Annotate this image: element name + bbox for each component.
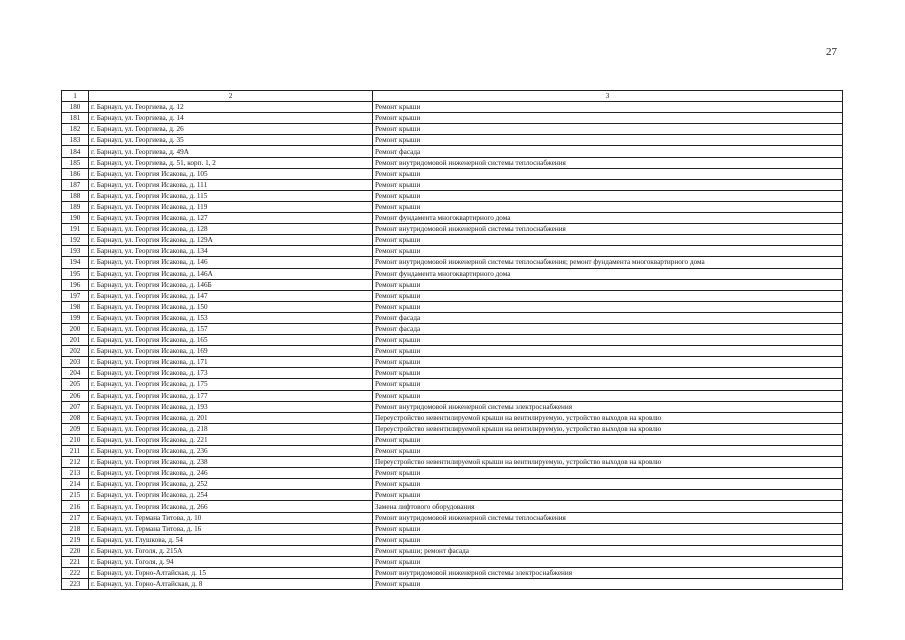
row-address: г. Барнаул, ул. Георгия Исакова, д. 147 [89, 290, 373, 301]
row-address: г. Барнаул, ул. Георгия Исакова, д. 128 [89, 224, 373, 235]
table-row [62, 490, 843, 501]
table-row [62, 301, 843, 312]
row-work-type: Ремонт фундамента многоквартирного дома [373, 213, 843, 224]
row-number: 203 [62, 357, 89, 368]
table-row [62, 323, 843, 334]
row-address: г. Барнаул, ул. Георгия Исакова, д. 266 [89, 501, 373, 512]
row-address: г. Барнаул, ул. Георгиева, д. 12 [89, 102, 373, 113]
row-number: 192 [62, 235, 89, 246]
row-address: г. Барнаул, ул. Германа Титова, д. 10 [89, 512, 373, 523]
row-work-type: Ремонт внутридомовой инженерной системы электроснабжения [373, 401, 843, 412]
row-address: г. Барнаул, ул. Георгия Исакова, д. 157 [89, 323, 373, 334]
row-address: г. Барнаул, ул. Георгия Исакова, д. 252 [89, 479, 373, 490]
row-number: 183 [62, 135, 89, 146]
table-row [62, 135, 843, 146]
row-number: 205 [62, 379, 89, 390]
row-number: 202 [62, 346, 89, 357]
row-address: г. Барнаул, ул. Георгия Исакова, д. 238 [89, 457, 373, 468]
row-work-type: Ремонт фасада [373, 146, 843, 157]
row-work-type: Ремонт крыши [373, 190, 843, 201]
table-row [62, 457, 843, 468]
row-address: г. Барнаул, ул. Георгия Исакова, д. 127 [89, 213, 373, 224]
row-work-type: Ремонт крыши [373, 379, 843, 390]
table-row [62, 168, 843, 179]
table-body [62, 91, 843, 590]
row-number: 220 [62, 545, 89, 556]
table-row [62, 390, 843, 401]
table-row [62, 279, 843, 290]
row-address: г. Барнаул, ул. Георгия Исакова, д. 193 [89, 401, 373, 412]
row-address: г. Барнаул, ул. Германа Титова, д. 16 [89, 523, 373, 534]
row-number: 180 [62, 102, 89, 113]
row-number: 214 [62, 479, 89, 490]
table-row [62, 201, 843, 212]
row-work-type: Ремонт крыши [373, 279, 843, 290]
row-address: г. Барнаул, ул. Георгия Исакова, д. 221 [89, 434, 373, 445]
row-work-type: Ремонт крыши; ремонт фасада [373, 545, 843, 556]
table-row [62, 124, 843, 135]
row-number: 198 [62, 301, 89, 312]
row-address: г. Барнаул, ул. Георгия Исакова, д. 111 [89, 179, 373, 190]
row-number: 223 [62, 579, 89, 590]
row-work-type: Ремонт внутридомовой инженерной системы теплоснабжения [373, 512, 843, 523]
table-row [62, 146, 843, 157]
table-row [62, 434, 843, 445]
table-row [62, 224, 843, 235]
table-row [62, 368, 843, 379]
table-row [62, 534, 843, 545]
row-number: 181 [62, 113, 89, 124]
table-row [62, 179, 843, 190]
row-address: г. Барнаул, ул. Георгия Исакова, д. 134 [89, 246, 373, 257]
row-number: 201 [62, 335, 89, 346]
table-row [62, 290, 843, 301]
table-row [62, 346, 843, 357]
row-work-type: Ремонт крыши [373, 102, 843, 113]
row-work-type: Ремонт внутридомовой инженерной системы теплоснабжения [373, 157, 843, 168]
row-work-type: Ремонт фундамента многоквартирного дома [373, 268, 843, 279]
table-row [62, 257, 843, 268]
row-number: 215 [62, 490, 89, 501]
table-row [62, 379, 843, 390]
row-number: 186 [62, 168, 89, 179]
row-work-type: Ремонт крыши [373, 124, 843, 135]
repair-register-table [61, 90, 843, 590]
row-address: г. Барнаул, ул. Георгия Исакова, д. 236 [89, 446, 373, 457]
row-work-type: Ремонт крыши [373, 556, 843, 567]
header-col-2: 2 [89, 91, 373, 102]
table-row [62, 357, 843, 368]
row-number: 182 [62, 124, 89, 135]
table-row [62, 268, 843, 279]
row-number: 218 [62, 523, 89, 534]
row-work-type: Ремонт крыши [373, 468, 843, 479]
row-address: г. Барнаул, ул. Горно-Алтайская, д. 15 [89, 568, 373, 579]
row-work-type: Ремонт крыши [373, 113, 843, 124]
row-number: 208 [62, 412, 89, 423]
row-number: 187 [62, 179, 89, 190]
row-address: г. Барнаул, ул. Георгия Исакова, д. 173 [89, 368, 373, 379]
row-number: 185 [62, 157, 89, 168]
row-work-type: Ремонт крыши [373, 523, 843, 534]
row-work-type: Ремонт крыши [373, 434, 843, 445]
table-row [62, 312, 843, 323]
row-number: 190 [62, 213, 89, 224]
row-work-type: Замена лифтового оборудования [373, 501, 843, 512]
table-header-row [62, 91, 843, 102]
row-work-type: Ремонт фасада [373, 312, 843, 323]
row-number: 213 [62, 468, 89, 479]
row-address: г. Барнаул, ул. Георгия Исакова, д. 105 [89, 168, 373, 179]
table-row [62, 401, 843, 412]
row-work-type: Ремонт крыши [373, 534, 843, 545]
row-address: г. Барнаул, ул. Георгия Исакова, д. 146А [89, 268, 373, 279]
table-row [62, 512, 843, 523]
row-number: 195 [62, 268, 89, 279]
table-row [62, 523, 843, 534]
table-row [62, 235, 843, 246]
row-number: 222 [62, 568, 89, 579]
row-work-type: Ремонт крыши [373, 235, 843, 246]
row-number: 216 [62, 501, 89, 512]
row-number: 206 [62, 390, 89, 401]
row-work-type: Ремонт крыши [373, 579, 843, 590]
row-address: г. Барнаул, ул. Гоголя, д. 215А [89, 545, 373, 556]
table-row [62, 545, 843, 556]
row-work-type: Ремонт крыши [373, 179, 843, 190]
row-work-type: Ремонт крыши [373, 246, 843, 257]
table-row [62, 190, 843, 201]
row-work-type: Ремонт крыши [373, 168, 843, 179]
row-number: 210 [62, 434, 89, 445]
row-address: г. Барнаул, ул. Георгия Исакова, д. 119 [89, 201, 373, 212]
row-work-type: Ремонт фасада [373, 323, 843, 334]
row-address: г. Барнаул, ул. Гоголя, д. 94 [89, 556, 373, 567]
row-address: г. Барнаул, ул. Георгия Исакова, д. 254 [89, 490, 373, 501]
row-number: 209 [62, 423, 89, 434]
row-work-type: Переустройство невентилируемой крыши на вентилируемую, устройство выходов на кровлю [373, 457, 843, 468]
row-work-type: Ремонт крыши [373, 479, 843, 490]
row-number: 196 [62, 279, 89, 290]
table-row [62, 213, 843, 224]
row-work-type: Ремонт крыши [373, 201, 843, 212]
row-number: 212 [62, 457, 89, 468]
row-address: г. Барнаул, ул. Георгиева, д. 49А [89, 146, 373, 157]
table-row [62, 113, 843, 124]
table-row [62, 446, 843, 457]
row-number: 204 [62, 368, 89, 379]
row-number: 217 [62, 512, 89, 523]
row-work-type: Ремонт крыши [373, 346, 843, 357]
row-number: 184 [62, 146, 89, 157]
row-number: 219 [62, 534, 89, 545]
row-number: 188 [62, 190, 89, 201]
table-row [62, 412, 843, 423]
row-number: 211 [62, 446, 89, 457]
row-number: 207 [62, 401, 89, 412]
row-work-type: Ремонт крыши [373, 390, 843, 401]
row-work-type: Ремонт крыши [373, 490, 843, 501]
table-row [62, 157, 843, 168]
row-address: г. Барнаул, ул. Георгия Исакова, д. 169 [89, 346, 373, 357]
row-address: г. Барнаул, ул. Горно-Алтайская, д. 8 [89, 579, 373, 590]
table-row [62, 423, 843, 434]
row-number: 199 [62, 312, 89, 323]
row-address: г. Барнаул, ул. Георгиева, д. 51, корп. 1, 2 [89, 157, 373, 168]
header-col-3: 3 [373, 91, 843, 102]
table-row [62, 246, 843, 257]
row-address: г. Барнаул, ул. Георгия Исакова, д. 165 [89, 335, 373, 346]
row-address: г. Барнаул, ул. Георгия Исакова, д. 175 [89, 379, 373, 390]
row-work-type: Переустройство невентилируемой крыши на вентилируемую, устройство выходов на кровлю [373, 423, 843, 434]
table-row [62, 556, 843, 567]
table-row [62, 579, 843, 590]
row-address: г. Барнаул, ул. Георгиева, д. 35 [89, 135, 373, 146]
row-address: г. Барнаул, ул. Георгия Исакова, д. 246 [89, 468, 373, 479]
row-number: 191 [62, 224, 89, 235]
table-row [62, 479, 843, 490]
row-work-type: Ремонт внутридомовой инженерной системы теплоснабжения; ремонт фундамента многоквартирного дома [373, 257, 843, 268]
row-number: 189 [62, 201, 89, 212]
row-work-type: Ремонт внутридомовой инженерной системы теплоснабжения [373, 224, 843, 235]
row-number: 200 [62, 323, 89, 334]
row-address: г. Барнаул, ул. Георгия Исакова, д. 218 [89, 423, 373, 434]
row-address: г. Барнаул, ул. Георгия Исакова, д. 146Б [89, 279, 373, 290]
row-address: г. Барнаул, ул. Георгия Исакова, д. 129А [89, 235, 373, 246]
row-address: г. Барнаул, ул. Георгиева, д. 26 [89, 124, 373, 135]
row-work-type: Ремонт крыши [373, 135, 843, 146]
table-row [62, 335, 843, 346]
row-work-type: Ремонт крыши [373, 446, 843, 457]
row-address: г. Барнаул, ул. Георгия Исакова, д. 177 [89, 390, 373, 401]
row-work-type: Ремонт крыши [373, 301, 843, 312]
row-address: г. Барнаул, ул. Георгиева, д. 14 [89, 113, 373, 124]
row-address: г. Барнаул, ул. Георгия Исакова, д. 201 [89, 412, 373, 423]
row-work-type: Ремонт крыши [373, 368, 843, 379]
row-address: г. Барнаул, ул. Георгия Исакова, д. 150 [89, 301, 373, 312]
row-work-type: Ремонт крыши [373, 357, 843, 368]
table-row [62, 501, 843, 512]
row-address: г. Барнаул, ул. Георгия Исакова, д. 171 [89, 357, 373, 368]
row-work-type: Ремонт крыши [373, 335, 843, 346]
row-address: г. Барнаул, ул. Глушкова, д. 54 [89, 534, 373, 545]
row-address: г. Барнаул, ул. Георгия Исакова, д. 115 [89, 190, 373, 201]
row-number: 194 [62, 257, 89, 268]
row-number: 193 [62, 246, 89, 257]
table-row [62, 468, 843, 479]
row-work-type: Ремонт внутридомовой инженерной системы электроснабжения [373, 568, 843, 579]
row-work-type: Переустройство невентилируемой крыши на вентилируемую, устройство выходов на кровлю [373, 412, 843, 423]
table-row [62, 102, 843, 113]
header-col-1: 1 [62, 91, 89, 102]
page-number: 27 [826, 46, 837, 58]
row-number: 221 [62, 556, 89, 567]
row-address: г. Барнаул, ул. Георгия Исакова, д. 146 [89, 257, 373, 268]
row-address: г. Барнаул, ул. Георгия Исакова, д. 153 [89, 312, 373, 323]
row-number: 197 [62, 290, 89, 301]
table-row [62, 568, 843, 579]
row-work-type: Ремонт крыши [373, 290, 843, 301]
